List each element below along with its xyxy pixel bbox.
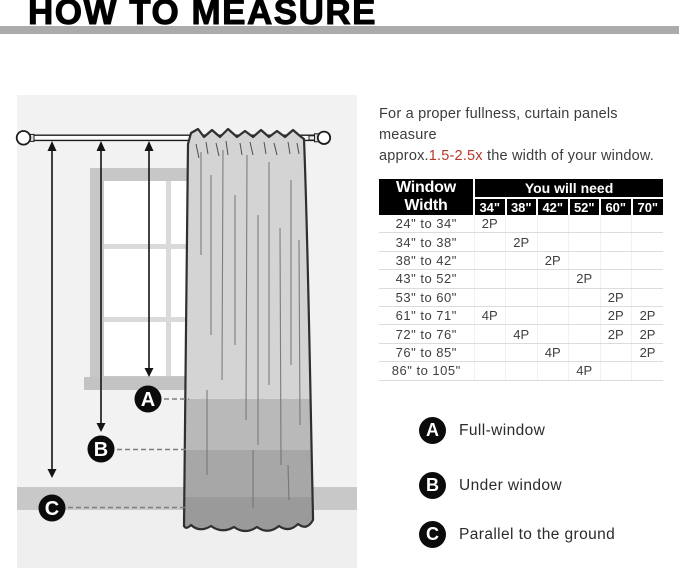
size-column-header: 70" [632, 198, 664, 215]
panel-count-cell [506, 343, 538, 361]
window-width-header: Window Width [379, 179, 474, 215]
table-row [379, 215, 663, 233]
panel-count-cell [569, 325, 601, 343]
fullness-ratio-highlight: 1.5-2.5x [428, 148, 483, 164]
panel-count-cell [632, 251, 664, 269]
panel-count-cell: 4P [537, 343, 569, 361]
panel-count-cell [600, 215, 632, 233]
panel-count-cell [506, 251, 538, 269]
legend-a-badge: A [419, 417, 446, 444]
size-column-header: 60" [600, 198, 632, 215]
size-column-header: 34" [474, 198, 506, 215]
legend-c-badge: C [419, 521, 446, 548]
panel-count-cell [632, 215, 664, 233]
panel-count-cell [474, 288, 506, 306]
panel-count-cell [537, 306, 569, 324]
panel-count-cell [569, 306, 601, 324]
legend-c-label: Parallel to the ground [459, 525, 616, 543]
panel-count-cell [506, 215, 538, 233]
rod-finial-left [17, 131, 31, 145]
panel-count-cell [474, 270, 506, 288]
window-width-range: 61" to 71" [379, 306, 474, 324]
legend-b-label: Under window [459, 476, 563, 494]
table-row [379, 325, 663, 343]
window-width-range: 72" to 76" [379, 325, 474, 343]
panel-count-cell [506, 288, 538, 306]
panel-count-cell [537, 215, 569, 233]
panel-count-cell [474, 233, 506, 251]
panel-count-cell: 2P [506, 233, 538, 251]
panel-size-table [379, 179, 663, 381]
size-column-header: 52" [569, 198, 601, 215]
table-row [379, 270, 663, 288]
panel-count-cell: 2P [632, 306, 664, 324]
panel-count-cell [632, 270, 664, 288]
size-column-header: 38" [506, 198, 538, 215]
panel-count-cell [632, 288, 664, 306]
panel-count-cell [600, 233, 632, 251]
table-row [379, 233, 663, 251]
window-width-range: 53" to 60" [379, 288, 474, 306]
panel-count-cell: 2P [537, 251, 569, 269]
intro-line2-suffix: the width of your window. [482, 148, 655, 164]
table-row [379, 251, 663, 269]
window-width-range: 24" to 34" [379, 215, 474, 233]
legend-a-label: Full-window [459, 421, 546, 439]
curtain [180, 120, 320, 540]
panel-count-cell [537, 325, 569, 343]
window-width-range: 76" to 85" [379, 343, 474, 361]
panel-count-cell [474, 362, 506, 380]
panel-count-cell [474, 251, 506, 269]
window-width-range: 43" to 52" [379, 270, 474, 288]
panel-count-cell: 2P [632, 325, 664, 343]
panel-count-cell [506, 362, 538, 380]
panel-count-cell [474, 343, 506, 361]
intro-line-2 [379, 146, 677, 167]
panel-count-cell [600, 270, 632, 288]
panel-count-cell [506, 306, 538, 324]
panel-count-cell: 2P [600, 325, 632, 343]
panel-count-cell: 2P [600, 306, 632, 324]
legend-item-c [419, 521, 615, 548]
intro-line2-prefix: approx. [379, 148, 429, 164]
panel-count-cell [600, 362, 632, 380]
legend-item-b [419, 472, 562, 499]
panel-count-cell [632, 233, 664, 251]
window-mullion-vertical [166, 181, 171, 376]
panel-count-cell: 2P [569, 270, 601, 288]
marker-c-letter: C [44, 498, 60, 520]
size-table-body [379, 215, 663, 380]
intro-text [379, 104, 677, 167]
table-row [379, 288, 663, 306]
panel-count-cell [537, 362, 569, 380]
panel-count-cell [569, 215, 601, 233]
panel-count-cell: 2P [632, 343, 664, 361]
panel-count-cell [600, 251, 632, 269]
table-row [379, 343, 663, 361]
window-width-range: 38" to 42" [379, 251, 474, 269]
intro-line-1: For a proper fullness, curtain panels measure [379, 106, 618, 143]
panel-count-cell [537, 288, 569, 306]
page-title: HOW TO MEASURE [28, 0, 377, 32]
panel-count-cell [632, 362, 664, 380]
measurement-illustration [0, 80, 380, 572]
window-width-range: 86" to 105" [379, 362, 474, 380]
legend-b-badge: B [419, 472, 446, 499]
panel-count-cell [569, 288, 601, 306]
panel-count-cell [537, 233, 569, 251]
legend-item-a [419, 417, 545, 444]
table-row [379, 362, 663, 380]
panel-count-cell [600, 343, 632, 361]
panel-count-cell [506, 270, 538, 288]
panel-count-cell: 2P [600, 288, 632, 306]
marker-b-letter: B [93, 439, 109, 461]
panel-count-cell [569, 251, 601, 269]
panel-count-cell [569, 343, 601, 361]
panel-count-cell [474, 325, 506, 343]
window-width-range: 34" to 38" [379, 233, 474, 251]
panel-count-cell: 4P [474, 306, 506, 324]
panel-count-cell: 2P [474, 215, 506, 233]
you-will-need-header: You will need [474, 179, 663, 198]
table-row [379, 306, 663, 324]
marker-a-letter: A [140, 389, 156, 411]
panel-count-cell [569, 233, 601, 251]
panel-count-cell: 4P [569, 362, 601, 380]
table-header-row-1 [379, 179, 663, 198]
panel-count-cell [537, 270, 569, 288]
panel-count-cell: 4P [506, 325, 538, 343]
size-column-header: 42" [537, 198, 569, 215]
